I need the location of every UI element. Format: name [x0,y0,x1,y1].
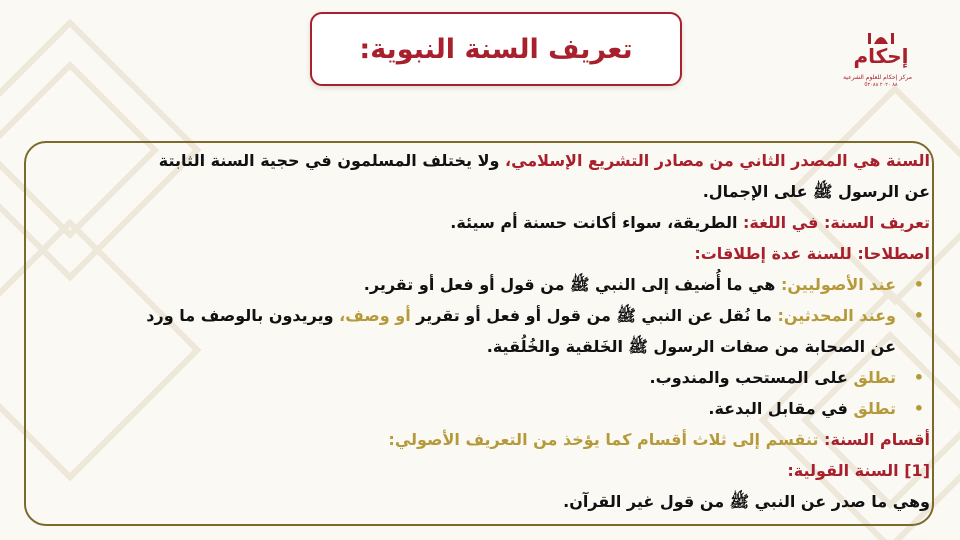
definition-term-heading: اصطلاحا: للسنة عدة إطلاقات: [694,244,930,263]
logo-subtitle: مركز إحكام للعلوم الشرعية [843,74,912,81]
sections-label: أقسام السنة: [824,430,930,449]
bullet-text: على المستحب والمندوب. [649,368,854,387]
mosque-icon [866,30,896,44]
definition-language [38,207,930,238]
title-box [310,12,682,86]
intro-highlight: السنة هي المصدر الثاني من مصادر التشريع الإسلامي، [505,151,930,170]
content-text [38,145,930,517]
bullet-text-end: ويريدون بالوصف ما ورد [146,306,340,325]
list-item-cont: عن الصحابة من صفات الرسول ﷺ الخَلقية والخُلُقية. [486,337,896,356]
sections-heading [38,424,930,455]
logo-name: إحكام [853,44,909,68]
section-one-text: وهي ما صدر عن النبي ﷺ من قول غير القرآن. [563,492,930,511]
bullet-text: في مقابل البدعة. [708,399,854,418]
section-one-heading: [1] السنة القولية: [787,461,930,480]
bullet-highlight: أو وصف، [339,306,411,325]
page-title: تعريف السنة النبوية: [359,33,633,65]
list-item [38,269,930,300]
list-item [38,300,930,331]
bullet-label: وعند المحدثين: [777,306,896,325]
logo-tagline: 0٨٨ ٢٠٢٠ ٢٠٨٨ [864,82,898,88]
bullet-label: تطلق [853,368,896,387]
bullet-label: عند الأصوليين: [780,275,896,294]
logo [843,30,912,100]
bullet-text: هي ما أُضيف إلى النبي ﷺ من قول أو فعل أو تقرير. [363,275,781,294]
paragraph-intro [38,145,930,176]
sections-text: تنقسم إلى ثلاث أقسام كما يؤخذ من التعريف الأصولي: [388,430,825,449]
paragraph-intro-cont: عن الرسول ﷺ على الإجمال. [702,182,930,201]
definition-language-text: الطريقة، سواء أكانت حسنة أم سيئة. [450,213,743,232]
definition-language-label: تعريف السنة: في اللغة: [743,213,930,232]
list-item [38,393,930,424]
list-item [38,362,930,393]
bullet-text: ما نُقل عن النبي ﷺ من قول أو فعل أو تقرير [410,306,778,325]
intro-rest: ولا يختلف المسلمون في حجية السنة الثابتة [158,151,505,170]
content-box [24,141,934,526]
bullet-label: تطلق [853,399,896,418]
